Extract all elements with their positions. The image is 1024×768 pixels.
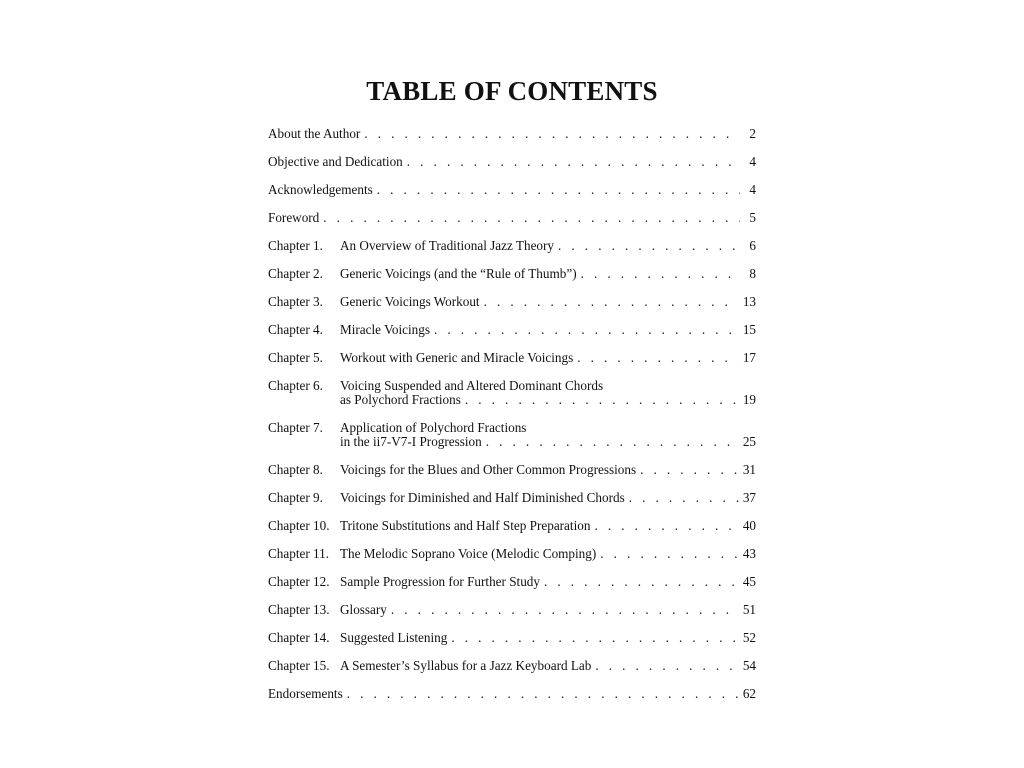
page-number: 37 — [742, 490, 756, 505]
dot-leader — [407, 155, 740, 169]
entry-title: Glossary — [340, 602, 387, 617]
toc-entry-chapter-8 — [268, 463, 756, 477]
chapter-label: Chapter 10. — [268, 518, 330, 533]
toc-entry-chapter-11 — [268, 547, 756, 561]
toc-entry-chapter-5 — [268, 351, 756, 365]
dot-leader — [364, 127, 740, 141]
page-number: 4 — [749, 182, 756, 197]
toc-entry-chapter-7 — [268, 421, 756, 449]
entry-title: Application of Polychord Fractions — [340, 420, 527, 435]
page-number: 31 — [742, 462, 756, 477]
entry-title: Voicings for the Blues and Other Common Progressions — [340, 462, 637, 477]
toc-entry-chapter-9 — [268, 491, 756, 505]
page-number: 52 — [742, 630, 756, 645]
toc-entry-about-the-author — [268, 127, 756, 141]
dot-leader — [629, 491, 739, 505]
entry-title-continued: in the ii7-V7-I Progression — [340, 434, 482, 449]
page-number: 54 — [742, 658, 756, 673]
entry-title: Generic Voicings Workout — [340, 294, 480, 309]
chapter-label: Chapter 4. — [268, 322, 323, 337]
entry-title: Objective and Dedication — [268, 154, 403, 169]
entry-title: Sample Progression for Further Study — [340, 574, 540, 589]
chapter-label: Chapter 14. — [268, 630, 330, 645]
page-number: 17 — [742, 350, 756, 365]
toc-entry-chapter-4 — [268, 323, 756, 337]
toc-entry-chapter-2 — [268, 267, 756, 281]
toc-entry-chapter-3 — [268, 295, 756, 309]
toc-entry-chapter-12 — [268, 575, 756, 589]
chapter-label: Chapter 15. — [268, 658, 330, 673]
entry-title: An Overview of Traditional Jazz Theory — [340, 238, 555, 253]
page-number: 6 — [749, 238, 756, 253]
toc-entry-chapter-6 — [268, 379, 756, 407]
entry-title: A Semester’s Syllabus for a Jazz Keyboard Lab — [340, 658, 592, 673]
dot-leader — [577, 351, 739, 365]
toc-entry-chapter-1 — [268, 239, 756, 253]
dot-leader — [558, 239, 740, 253]
page-title: TABLE OF CONTENTS — [366, 76, 658, 106]
chapter-label: Chapter 7. — [268, 420, 323, 435]
entry-title: Workout with Generic and Miracle Voicings — [340, 350, 574, 365]
chapter-label: Chapter 13. — [268, 602, 330, 617]
dot-leader — [594, 519, 738, 533]
dot-leader — [600, 547, 739, 561]
entry-title: Tritone Substitutions and Half Step Preparation — [340, 518, 591, 533]
entry-title: The Melodic Soprano Voice (Melodic Comping) — [340, 546, 597, 561]
dot-leader — [581, 267, 740, 281]
page-number: 2 — [749, 126, 756, 141]
page-number: 45 — [742, 574, 756, 589]
entry-title: Endorsements — [268, 686, 343, 701]
chapter-label: Chapter 11. — [268, 546, 330, 561]
toc-entry-endorsements — [268, 687, 756, 701]
page-number: 19 — [742, 392, 756, 407]
dot-leader — [347, 687, 739, 701]
entry-title: About the Author — [268, 126, 361, 141]
chapter-label: Chapter 8. — [268, 462, 323, 477]
page-number: 8 — [749, 266, 756, 281]
toc-entry-chapter-15 — [268, 659, 756, 673]
entry-title-continued: as Polychord Fractions — [340, 392, 461, 407]
page-number: 4 — [749, 154, 756, 169]
chapter-label: Chapter 9. — [268, 490, 323, 505]
page-number: 40 — [742, 518, 756, 533]
chapter-label: Chapter 6. — [268, 378, 323, 393]
toc-entry-foreword — [268, 211, 756, 225]
chapter-label: Chapter 12. — [268, 574, 330, 589]
entry-title: Suggested Listening — [340, 630, 448, 645]
page-number: 43 — [742, 546, 756, 561]
entry-title: Acknowledgements — [268, 182, 373, 197]
dot-leader — [451, 631, 738, 645]
dot-leader — [544, 575, 739, 589]
entry-title: Generic Voicings (and the “Rule of Thumb”) — [340, 266, 577, 281]
entry-title: Voicing Suspended and Altered Dominant Chords — [340, 378, 604, 393]
dot-leader — [595, 659, 738, 673]
page-number: 51 — [742, 602, 756, 617]
toc-entry-objective — [268, 155, 756, 169]
page-number: 13 — [742, 294, 756, 309]
dot-leader — [640, 463, 739, 477]
page-number: 25 — [742, 434, 756, 449]
dot-leader — [377, 183, 740, 197]
dot-leader — [465, 393, 739, 407]
dot-leader — [434, 323, 739, 337]
dot-leader — [323, 211, 740, 225]
chapter-label: Chapter 1. — [268, 238, 323, 253]
chapter-label: Chapter 2. — [268, 266, 323, 281]
entry-title: Foreword — [268, 210, 320, 225]
page-number: 15 — [742, 322, 756, 337]
toc-entry-acknowledgements — [268, 183, 756, 197]
entry-title: Voicings for Diminished and Half Diminished Chords — [340, 490, 625, 505]
toc-entry-chapter-10 — [268, 519, 756, 533]
chapter-label: Chapter 5. — [268, 350, 323, 365]
entry-title: Miracle Voicings — [340, 322, 430, 337]
toc-entry-chapter-14 — [268, 631, 756, 645]
page-number: 5 — [749, 210, 756, 225]
dot-leader — [484, 295, 739, 309]
dot-leader — [391, 603, 739, 617]
chapter-label: Chapter 3. — [268, 294, 323, 309]
page-number: 62 — [742, 686, 756, 701]
dot-leader — [486, 435, 739, 449]
toc-entry-chapter-13 — [268, 603, 756, 617]
